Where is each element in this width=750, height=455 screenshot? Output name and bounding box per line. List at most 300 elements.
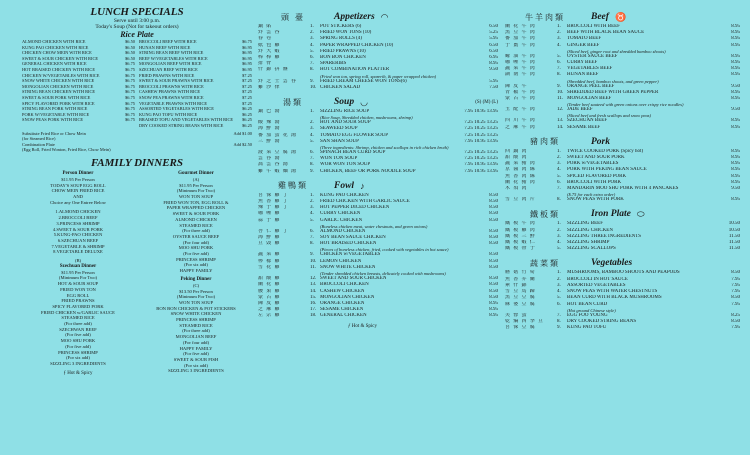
family-line: 8.VEGETABLE DELUXE xyxy=(53,249,103,255)
lunch-combo-price: Add $2.50 xyxy=(233,141,252,147)
menu-item-name: BROCCOLI CHICKEN xyxy=(320,282,369,288)
menu-item-number: 6. xyxy=(557,179,561,185)
menu-item-number: 9. xyxy=(557,83,561,89)
beef-zh: 牛羊肉類 xyxy=(525,12,565,22)
menu-item-number: 4. xyxy=(310,132,314,138)
menu-item-name: SZECHUAN BEEF xyxy=(567,118,608,124)
menu-item-chinese: 酸 辣 湯 xyxy=(258,120,281,126)
beef-header xyxy=(505,10,740,24)
menu-item-chinese: 棒 棒 雞 xyxy=(258,55,281,61)
peking-dinner-head: Peking Dinner xyxy=(180,276,212,282)
column-beef-pork-iron-veg xyxy=(505,6,740,331)
family-line: PAPER WRAPPED CHICKEN xyxy=(166,205,226,211)
fowl-hot-text: Hot & Spicy xyxy=(351,323,378,329)
menu-item-number: 9. xyxy=(310,252,314,258)
menu-item-chinese: 黑 豆 豆 腐 xyxy=(505,295,536,301)
lunch-item-price: $6.50 xyxy=(125,50,135,56)
family-line: HAPPY FAMILY xyxy=(179,268,213,274)
person-dinner-head: Person Dinner xyxy=(62,170,94,176)
soup-zh: 湯類 xyxy=(283,97,303,107)
menu-item-name: ALMOND CHICKEN xyxy=(320,228,366,234)
lunch-item-name: DRY COOKED STRING BEANS WITH RICE xyxy=(139,122,224,128)
appetizers-more-list xyxy=(258,79,498,91)
family-left xyxy=(22,171,134,376)
menu-item-name: JADE BEEF xyxy=(567,107,593,113)
menu-item-price: 7.25 10.25 13.25 xyxy=(464,150,498,156)
menu-item-number: 3. xyxy=(310,126,314,132)
family-line: 3.PRINCESS SHRIMP xyxy=(56,220,100,226)
menu-item-chinese: 魚 香 雞 丁 xyxy=(258,199,289,205)
menu-item-name: SNOW PEAS WITH PORK xyxy=(567,197,624,203)
menu-item xyxy=(505,125,740,131)
menu-item-number: 4. xyxy=(557,289,561,295)
lunch-list xyxy=(22,39,252,129)
lunch-item-name: BROCCOLI BEEF WITH RICE xyxy=(139,39,197,44)
menu-item-price: 7.50 xyxy=(489,84,498,90)
menu-item-number: 14. xyxy=(557,124,564,130)
menu-item-name: SIZZLING SHRIMP xyxy=(567,240,610,246)
menu-item-price: 7.95 xyxy=(731,301,740,307)
menu-item-price: 8.95 xyxy=(731,72,740,78)
lunch-item-price: $6.95 xyxy=(242,44,252,50)
appetizers-zh: 頭 臺 xyxy=(281,12,305,22)
lunch-item-name: STRING BEAN CHICKEN WITH RICE xyxy=(22,89,96,95)
menu-item-name: SOY BEAN SAUCE CHICKEN xyxy=(320,235,386,241)
menu-item-price: 8.95 xyxy=(489,313,498,319)
menu-item-price: 8.50 xyxy=(489,235,498,241)
menu-item-number: 7. xyxy=(310,156,314,162)
menu-item-price: 8.95 xyxy=(489,300,498,306)
lunch-item-price: $6.25 xyxy=(242,117,252,123)
family-right xyxy=(140,171,252,376)
menu-item-chinese: 蘭 花 雞 xyxy=(258,282,281,288)
menu-item-name: SPICED FLAVORED PORK xyxy=(567,173,627,179)
menu-item-chinese: 咖 喱 雞 xyxy=(258,211,281,217)
menu-item-price: 8.50 xyxy=(489,211,498,217)
menu-item-number: 6. xyxy=(310,228,314,234)
lunch-item-name: KUNG PAO CHICKEN WITH RICE xyxy=(22,44,89,50)
menu-item-name: GENERAL CHICKEN xyxy=(320,313,367,319)
menu-item-chinese: 雪 豆 肉 片 xyxy=(505,197,536,203)
family-line: PRINCESS SHRIMP xyxy=(176,317,216,323)
menu-item-chinese: 青 椒 牛 肉 xyxy=(505,89,536,95)
lunch-item-price: $6.75 xyxy=(125,117,135,123)
menu-item-price: 8.50 xyxy=(489,241,498,247)
family-line: STEAMED RICE xyxy=(179,322,213,328)
menu-item-number: 4. xyxy=(310,211,314,217)
dumpling-icon: ◠ xyxy=(380,11,389,22)
menu-item-number: 1. xyxy=(557,24,561,29)
menu-item-chinese: 窩 雲 吞 湯 xyxy=(258,162,289,168)
menu-item-price: 8.50 xyxy=(489,199,498,205)
family-line: (For five add) xyxy=(65,343,91,349)
menu-item-chinese: 陳 皮 牛 xyxy=(505,83,528,89)
menu-item xyxy=(258,313,498,319)
iron-title: Iron Plate xyxy=(591,209,631,220)
menu-item-price: 7.95 xyxy=(731,276,740,282)
lunch-item-name: PORK W/VEGETABLE WITH RICE xyxy=(22,111,90,117)
menu-item-price: 5.25 xyxy=(489,30,498,36)
menu-item-note: (Hot ground Chinese style) xyxy=(567,307,616,313)
menu-item-name: ASSORTED VEGETABLES xyxy=(567,282,626,288)
menu-item-name: SPINACH BEAN CURD SOUP xyxy=(320,150,386,156)
menu-item-name: KUNG PAO TOFU xyxy=(567,325,607,331)
menu-item-chinese: 黑 豆 牛 肉 xyxy=(505,30,536,36)
menu-item-price: 6.50 xyxy=(489,48,498,54)
lunch-item-name: MONGOLIAN CHICKEN WITH RICE xyxy=(22,83,94,89)
family-line: 6.SZECHUAN BEEF xyxy=(57,237,99,243)
menu-item-price: 8.95 xyxy=(731,30,740,36)
menu-item-chinese: 番 茄 牛 肉 xyxy=(505,36,536,42)
veg-header xyxy=(505,256,740,270)
lunch-item-price: $6.50 xyxy=(125,55,135,61)
szechuan-dinner-head: Szechuan Dinner xyxy=(59,263,97,269)
menu-item-name: HUNAN BEEF xyxy=(567,72,599,78)
menu-item-name: CURRY CHICKEN xyxy=(320,211,361,217)
soup-list xyxy=(258,109,498,175)
appetizers-list xyxy=(258,24,498,74)
menu-item-price: 8.25 xyxy=(731,312,740,318)
menu-item-number: 7. xyxy=(557,66,561,72)
soup-title: Soup xyxy=(334,97,355,108)
family-line: PRINCESS SHRIMP xyxy=(58,349,98,355)
menu-item-chinese: 雪 豆 馬 蹄 xyxy=(505,289,536,295)
appetizers-combo-note: (Fried won ton, spring roll, sparerib, & paper wrapped chicken) xyxy=(320,73,437,79)
menu-item-chinese: 蔬 菜 豬 肉 xyxy=(505,161,536,167)
lunch-item-name: SZECHUAN BEEF WITH RICE xyxy=(139,66,198,72)
menu-item-price: 8.50 xyxy=(489,258,498,264)
menu-item-price: 9.50 xyxy=(489,67,498,73)
family-line: WON TON SOUP xyxy=(178,299,214,305)
person-dinner-lines xyxy=(22,177,134,255)
menu-item-name: PORK WITH PEKING BEAN SAUCE xyxy=(567,167,647,173)
menu-item-price: 6.50 xyxy=(489,42,498,48)
family-line: Choice any One Entree Below xyxy=(50,199,106,205)
menu-item-number: 4. xyxy=(557,42,561,48)
menu-item-number: 6. xyxy=(557,60,561,66)
family-line: 5.KUNG-PAO CHICKEN xyxy=(53,232,103,238)
family-line: (For four add) xyxy=(182,339,210,345)
menu-item-chinese: 雲 吞 湯 xyxy=(258,156,281,162)
menu-item-name: MONGOLIAN CHICKEN xyxy=(320,294,375,300)
family-line: MONGOLIAN BEEF xyxy=(175,334,217,340)
family-line: HAPPY FAMILY xyxy=(179,345,213,351)
menu-item-chinese: 甜 酸 雞 xyxy=(258,276,281,282)
menu-item-name: CHICKEN, BEEF OR PORK NOODLE SOUP xyxy=(320,168,416,174)
menu-item-chinese: 子 薑 牛 肉 xyxy=(505,42,536,48)
menu-item-name: CASHEW CHICKEN xyxy=(320,288,365,294)
family-line: (For three add) xyxy=(182,328,210,334)
menu-item-name: SPRING ROLLS (4) xyxy=(320,36,362,42)
menu-item-price: 8.50 xyxy=(489,217,498,223)
family-line: SIZZLING 3 INGREDIENTS xyxy=(168,368,224,374)
menu-item-chinese: 京 醬 肉 絲 xyxy=(505,167,536,173)
bird-icon: ♪ xyxy=(360,180,365,191)
menu-item-note: (Tender shredded chicken breasts, delicately cooked with mushrooms) xyxy=(320,271,446,277)
menu-item-chinese: 芝 麻 牛 肉 xyxy=(505,124,536,130)
menu-item-price: 8.95 xyxy=(731,96,740,102)
menu-item-chinese: 蒙 古 牛 肉 xyxy=(505,96,536,102)
lunch-item-name: SPICY FLAVORED PORK WITH RICE xyxy=(22,100,95,106)
family-line: $11.95 Per Person xyxy=(179,182,213,188)
lunch-item-price: $7.25 xyxy=(242,94,252,100)
beef-list xyxy=(505,24,740,131)
family-line: STEAMED RICE xyxy=(179,222,213,228)
menu-item-chinese: 鐵 板 牛 肉 xyxy=(505,221,536,227)
rice-plate-title: Rice Plate xyxy=(120,30,154,39)
menu-item-chinese: 排 骨 xyxy=(258,61,273,67)
menu-item-chinese: 炸 芝 士 雲 吞 xyxy=(258,78,298,84)
column-lunch-family xyxy=(22,6,252,376)
menu-item xyxy=(505,246,740,252)
menu-item-name: CHICKEN SALAD xyxy=(320,84,361,90)
lunch-item-name: HOT BRAISED CHICKEN WITH RICE xyxy=(22,66,96,72)
menu-item-price: 8.50 xyxy=(489,264,498,270)
menu-item-chinese: 甜 酸 肉 xyxy=(505,155,528,161)
family-line: SWEET & SOUR PORK xyxy=(172,211,220,217)
menu-item-price: 10.50 xyxy=(728,221,740,227)
lunch-list-right xyxy=(139,39,252,129)
szechuan-dinner-lines xyxy=(22,270,134,367)
menu-item-note: (Rice Soup, Shredded chicken, mushrooms, shrimp) xyxy=(320,115,413,121)
menu-item-number: 8. xyxy=(557,318,561,324)
menu-item-name: SIZZLING CHICKEN xyxy=(567,227,613,233)
menu-item-number: 5. xyxy=(557,246,561,252)
lunch-item-price: $6.25 xyxy=(242,111,252,117)
hot-spicy-text: Hot & Spicy xyxy=(67,370,93,376)
lunch-combo-note: (Egg Roll, Fried Wonton, Fried Rice, Chow Mein) xyxy=(22,147,111,153)
lunch-item-name: CASHEW PRAWNS WITH RICE xyxy=(139,89,201,95)
menu-item-number: 3. xyxy=(557,161,561,167)
menu-item-number: 2. xyxy=(310,30,314,36)
menu-item-name: POT STICKERS (6) xyxy=(320,24,362,29)
menu-item-number: 2. xyxy=(557,227,561,233)
family-line: (For six add) xyxy=(184,362,208,368)
menu-item-price: 9.50 xyxy=(731,107,740,113)
pork-zh: 豬肉類 xyxy=(530,137,560,147)
appetizers-header xyxy=(258,10,498,24)
menu-item-number: 7. xyxy=(310,61,314,67)
menu-item-chinese: 魚 香 芥 蘭 xyxy=(505,276,536,282)
menu-item-price: 8.95 xyxy=(731,179,740,185)
menu-item-price: 8.95 xyxy=(731,155,740,161)
menu-item xyxy=(505,325,740,331)
family-line: MOO SHU PORK xyxy=(60,338,96,344)
menu-item-number: 3. xyxy=(557,233,561,239)
menu-item-name: WON TON SOUP xyxy=(320,156,358,162)
menu-item-note: (Pieces of boneless chicken, fried, cooked with vegetables in hot sauce) xyxy=(320,247,449,253)
menu-item-number: 4. xyxy=(557,167,561,173)
menu-item-price: 8.95 xyxy=(731,42,740,48)
menu-item-number: 1. xyxy=(310,192,314,198)
lunch-item-price: $6.75 xyxy=(125,66,135,72)
lunch-combo: Combination Plate xyxy=(22,141,55,147)
family-line: AND xyxy=(73,193,83,199)
menu-item-price: 8.95 xyxy=(489,61,498,67)
lunch-served: Serve until 3:00 p.m. xyxy=(113,18,161,24)
lunch-soup-note: Today's Soup (Not for takeout orders) xyxy=(95,24,179,30)
menu-item-name: PAPER WRAPPED CHICKEN (10) xyxy=(320,42,394,48)
menu-item-chinese: 番 茄 蛋 花 湯 xyxy=(258,132,298,138)
menu-item-chinese: 蔬 菜 牛 肉 xyxy=(505,66,536,72)
menu-item-name: VEGETABLES BEEF xyxy=(567,66,613,72)
family-line: $11.95 Per Person xyxy=(61,176,95,182)
menu-item-number: 11. xyxy=(557,96,564,102)
lunch-item-price: $6.75 xyxy=(125,106,135,112)
menu-item-chinese: 蠔 油 牛 肉 xyxy=(505,53,536,59)
menu-item-number: 2. xyxy=(557,155,561,161)
veg-title: Vegetables xyxy=(591,258,633,269)
menu-item-number: 1. xyxy=(557,221,561,227)
menu-item-price: 8.50 xyxy=(489,192,498,198)
menu-item-name: SIZZLING SCALLOPS xyxy=(567,246,616,252)
menu-item-name: LEMON CHICKEN xyxy=(320,258,362,264)
lunch-item-name: BEEF W/VEGETABLES WITH RICE xyxy=(139,55,208,61)
lunch-item-name: HUNAN BEEF WITH RICE xyxy=(139,44,191,50)
menu-item-price: 9.50 xyxy=(731,83,740,89)
menu-item-number: 7. xyxy=(557,312,561,318)
family-line: (For six add) xyxy=(66,355,90,361)
menu-item-price: 8.95 xyxy=(489,307,498,313)
lunch-list-left xyxy=(22,39,135,129)
menu-item-number: 1. xyxy=(310,24,314,29)
menu-item-price: 8.50 xyxy=(489,288,498,294)
menu-item-name: DRY COOKED STRING BEANS xyxy=(567,318,637,324)
menu-item-note: (Boneless chicken meat, water chestnuts, and green onions) xyxy=(320,223,428,229)
family-title: FAMILY DINNERS xyxy=(90,156,183,169)
lunch-item-name: FRIED PRAWNS WITH RICE xyxy=(139,72,195,78)
menu-item-price: 11.50 xyxy=(728,240,740,246)
menu-item-name: SAN SHAN SOUP xyxy=(320,138,359,144)
menu-item-name: HOT AND SOUR SOUP xyxy=(320,120,371,126)
lunch-item-price: $7.25 xyxy=(242,100,252,106)
menu-item-name: SPARERIBS xyxy=(320,61,347,67)
menu-item-price: 8.50 xyxy=(489,228,498,234)
menu-item-number: 8. xyxy=(310,67,314,73)
family-line: ALMOND CHICKEN xyxy=(175,216,217,222)
menu-item-chinese: 鐵 板 蝦 仁 xyxy=(505,240,536,246)
menu-item xyxy=(258,67,498,73)
menu-item-number: 1. xyxy=(557,270,561,276)
szechuan-label: (B) xyxy=(74,258,82,264)
menu-item-number: 9. xyxy=(310,78,314,84)
menu-item-chinese: 麻 婆 豆 腐 xyxy=(505,301,536,307)
menu-item-number: 2. xyxy=(310,120,314,126)
lunch-item-name: GENERAL CHICKEN WITH RICE xyxy=(22,61,87,67)
lunch-item-name: CHICKEN CHOW MEIN WITH RICE xyxy=(22,50,92,56)
menu-item-number: 5. xyxy=(310,48,314,54)
menu-item-price: 7.95 10.95 13.95 xyxy=(464,162,498,168)
lunch-item-price: $6.75 xyxy=(125,94,135,100)
menu-item-note: ($.75 for each extra order) xyxy=(567,192,616,198)
menu-item-note: (Three ingredients: Shrimp, chicken and scallops in rich chicken broth) xyxy=(320,145,449,151)
menu-item-name: SHREDDED BEEF WITH GREEN PEPPER xyxy=(567,89,659,95)
family-line: 4.SWEET & SOUR PORK xyxy=(52,226,104,232)
family-line: CHOW MEIN FRIED RICE xyxy=(51,188,105,194)
pork-title: Pork xyxy=(591,136,610,147)
menu-item-name: BROCCOLI WITH BEEF xyxy=(567,24,620,29)
fowl-hot-note xyxy=(258,324,498,329)
menu-item-chinese: 回 鍋 肉 xyxy=(505,148,528,154)
menu-item-chinese: 魚 香 肉 絲 xyxy=(505,173,536,179)
lunch-item-name: SWEET & SOUR PORK WITH RICE xyxy=(22,94,91,100)
menu-item-chinese: 蘭 花 牛 肉 xyxy=(505,24,536,29)
lunch-item-price: $6.95 xyxy=(242,55,252,61)
lunch-item-price: $6.75 xyxy=(125,61,135,67)
menu-item-chinese: 三 鮮 湯 xyxy=(258,138,281,144)
menu-item-number: 5. xyxy=(557,295,561,301)
menu-item-chinese: 雪 花 雞 xyxy=(258,264,281,270)
family-line: 7.VEGETABLE & SHRIMP xyxy=(51,243,105,249)
lunch-item-name: SWEET & SOUR CHICKEN WITH RICE xyxy=(22,55,99,61)
menu-item-number: 10. xyxy=(310,84,317,90)
lunch-substitute: Substitute Fried Rice or Chow Mein xyxy=(22,130,86,136)
menu-item-chinese: 湖 南 牛 肉 xyxy=(505,72,536,78)
menu-item-name: BROCCOLI WITH PORK xyxy=(567,179,622,185)
menu-item-number: 13. xyxy=(557,118,564,124)
menu-item-price: 5.95 xyxy=(489,78,498,84)
menu-item-name: EGG FOO YOUNG xyxy=(567,312,608,318)
menu-item-chinese: 鐵 板 雞 肉 xyxy=(505,227,536,233)
lunch-title: LUNCH SPECIALS xyxy=(90,6,184,18)
menu-item-number: 9. xyxy=(310,168,314,174)
menu-item-price: 8.95 xyxy=(731,124,740,130)
family-dinners xyxy=(22,171,252,376)
menu-item-price: 9.50 xyxy=(731,186,740,192)
family-line: (For three add) xyxy=(64,321,92,327)
menu-item-chinese: 檸 檬 雞 xyxy=(258,258,281,264)
lunch-item-name: KUNG PAO TOFU WITH RICE xyxy=(139,111,198,117)
menu-item-number: 2. xyxy=(557,276,561,282)
menu-item-number: 5. xyxy=(557,53,561,59)
menu-item-name: ORANGE PEEL BEEF xyxy=(567,83,615,89)
menu-item-price: 7.95 xyxy=(731,289,740,295)
lunch-item-price: $6.75 xyxy=(125,100,135,106)
menu-item-price: 7.25 10.25 13.25 xyxy=(464,126,498,132)
gourmet-dinner-head: Gourmet Dinner xyxy=(178,170,214,176)
family-line: BON BON CHICKEN & POT STICKERS xyxy=(156,305,236,311)
family-line: OYSTER SAUCE BEEF xyxy=(172,233,220,239)
menu-item-chinese: 豆 豉 雞 xyxy=(258,241,281,247)
menu-item-name: HOT PEPPER DICED CHICKEN xyxy=(320,205,390,211)
menu-item-chinese: 四 川 牛 肉 xyxy=(505,118,536,124)
menu-item-note: (Sliced beef and fresh scallops and snow peas) xyxy=(567,113,651,119)
menu-item-name: HOT COMBINATION PLATTER xyxy=(320,67,390,73)
menu-item-name: SESAME BEEF xyxy=(567,124,601,130)
menu-item xyxy=(258,169,498,175)
menu-item-note: (Tender beef sauteed with green onions over crispy rice noodles) xyxy=(567,102,684,108)
family-line: EGG ROLL xyxy=(66,292,90,298)
menu-item xyxy=(258,85,498,91)
menu-item-chinese: 蘭 花 豬 肉 xyxy=(505,179,536,185)
lunch-item-price: $6.75 xyxy=(242,39,252,44)
menu-item-chinese: 芝 麻 雞 xyxy=(258,307,281,313)
menu-item-price: 7.95 xyxy=(731,325,740,331)
family-line: (Minimum For Two) xyxy=(58,275,98,281)
menu-item-price: 7.25 10.25 13.25 xyxy=(464,132,498,138)
menu-item-number: 16. xyxy=(310,300,317,306)
menu-item-name: TOMATO BEEF xyxy=(567,36,602,42)
menu-item-chinese: 海 鮮 雞 xyxy=(258,235,281,241)
menu-item-number: 7. xyxy=(310,235,314,241)
menu-item-chinese: 玉 配 牛 肉 xyxy=(505,107,536,113)
lunch-item-price: $6.50 xyxy=(125,44,135,50)
family-line: (For five add) xyxy=(183,351,209,357)
menu-item-price: 8.50 xyxy=(489,276,498,282)
menu-item-number: 10. xyxy=(557,89,564,95)
lunch-item xyxy=(22,117,135,123)
menu-item-price: 8.95 xyxy=(731,60,740,66)
